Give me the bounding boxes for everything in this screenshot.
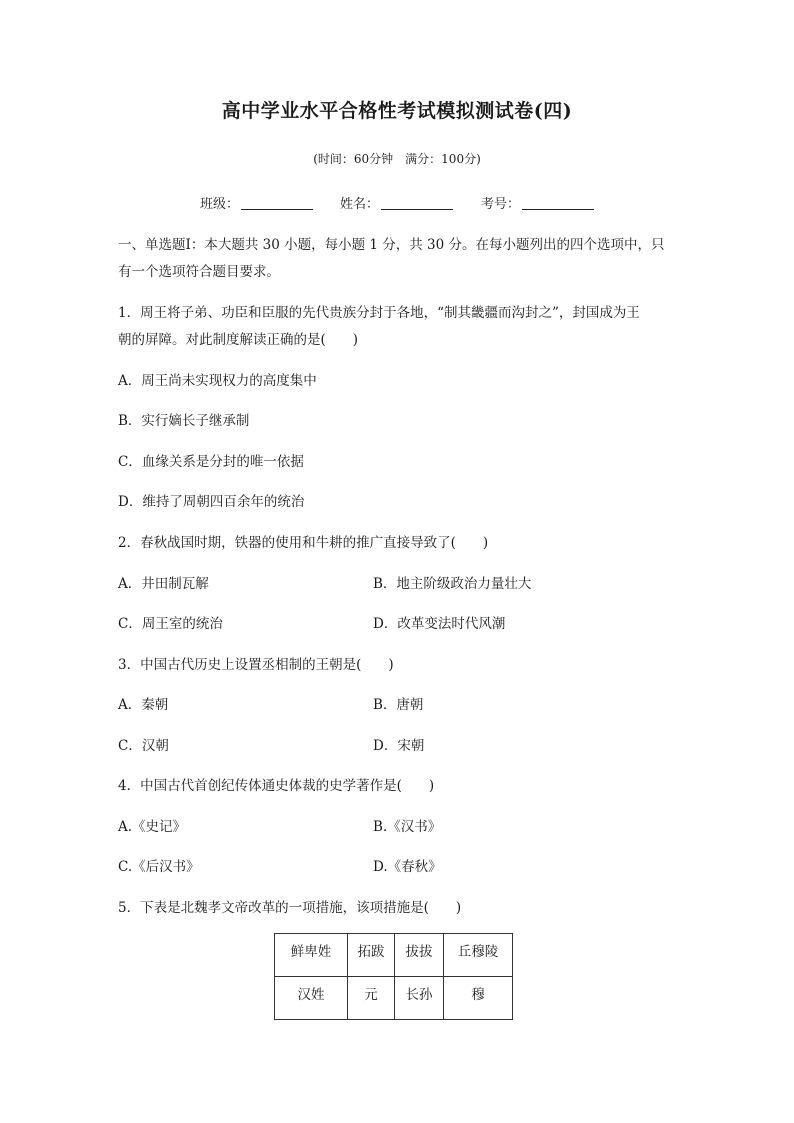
table-cell: 丘穆陵 — [444, 934, 513, 977]
q5-stem: 5．下表是北魏孝文帝改革的一项措施，该项措施是( ) — [118, 900, 462, 916]
q4-stem: 4．中国古代首创纪传体通史体裁的史学著作是( ) — [118, 778, 435, 794]
class-field — [200, 193, 313, 212]
q1-option-b: B．实行嫡长子继承制 — [118, 413, 250, 429]
q4-option-d: D.《春秋》 — [373, 859, 442, 875]
q4-option-b: B.《汉书》 — [373, 819, 442, 835]
table-cell: 元 — [348, 977, 395, 1020]
table-row — [275, 977, 513, 1020]
exam-title: 高中学业水平合格性考试模拟测试卷(四) — [221, 100, 573, 122]
table-cell: 拔拔 — [395, 934, 444, 977]
name-label: 姓名： — [340, 197, 380, 212]
q2-option-d: D．改革变法时代风潮 — [373, 616, 506, 632]
q4-option-c: C.《后汉书》 — [118, 859, 200, 875]
table-cell: 汉姓 — [275, 977, 348, 1020]
q2-stem: 2．春秋战国时期，铁器的使用和牛耕的推广直接导致了( ) — [118, 535, 489, 551]
table-cell: 穆 — [444, 977, 513, 1020]
surname-reform-table — [274, 933, 513, 1020]
q1-option-c: C．血缘关系是分封的唯一依据 — [118, 454, 304, 470]
name-field — [340, 193, 453, 212]
exam-no-label: 考号： — [481, 197, 521, 212]
q2-option-a: A．井田制瓦解 — [118, 576, 209, 592]
class-label: 班级： — [200, 197, 240, 212]
q3-option-d: D．宋朝 — [373, 738, 425, 754]
exam-no-blank[interactable] — [522, 195, 594, 210]
section-instruction-line2: 有一个选项符合题目要求。 — [118, 264, 280, 280]
q4-option-a: A.《史记》 — [118, 819, 187, 835]
exam-subtitle: (时间：60分钟 满分：100分) — [313, 152, 481, 166]
class-blank[interactable] — [241, 195, 313, 210]
table-cell: 鲜卑姓 — [275, 934, 348, 977]
q3-option-c: C．汉朝 — [118, 738, 169, 754]
name-blank[interactable] — [381, 195, 453, 210]
q1-stem-line2: 朝的屏障。对此制度解读正确的是( ) — [118, 332, 359, 348]
table-row — [275, 934, 513, 977]
q2-option-b: B．地主阶级政治力量壮大 — [373, 576, 532, 592]
q1-option-d: D．维持了周朝四百余年的统治 — [118, 494, 305, 510]
table-cell: 拓跋 — [348, 934, 395, 977]
table-cell: 长孙 — [395, 977, 444, 1020]
q2-option-c: C．周王室的统治 — [118, 616, 223, 632]
section-instruction-line1: 一、单选题Ⅰ：本大题共 30 小题，每小题 1 分，共 30 分。在每小题列出的四个选项中，只 — [118, 237, 665, 253]
q1-option-a: A．周王尚未实现权力的高度集中 — [118, 373, 317, 389]
q1-stem-line1: 1．周王将子弟、功臣和臣服的先代贵族分封于各地，“制其畿疆而沟封之”，封国成为王 — [118, 305, 640, 321]
q3-stem: 3．中国古代历史上设置丞相制的王朝是( ) — [118, 657, 394, 673]
q3-option-b: B．唐朝 — [373, 697, 424, 713]
exam-no-field — [481, 193, 594, 212]
q3-option-a: A．秦朝 — [118, 697, 169, 713]
